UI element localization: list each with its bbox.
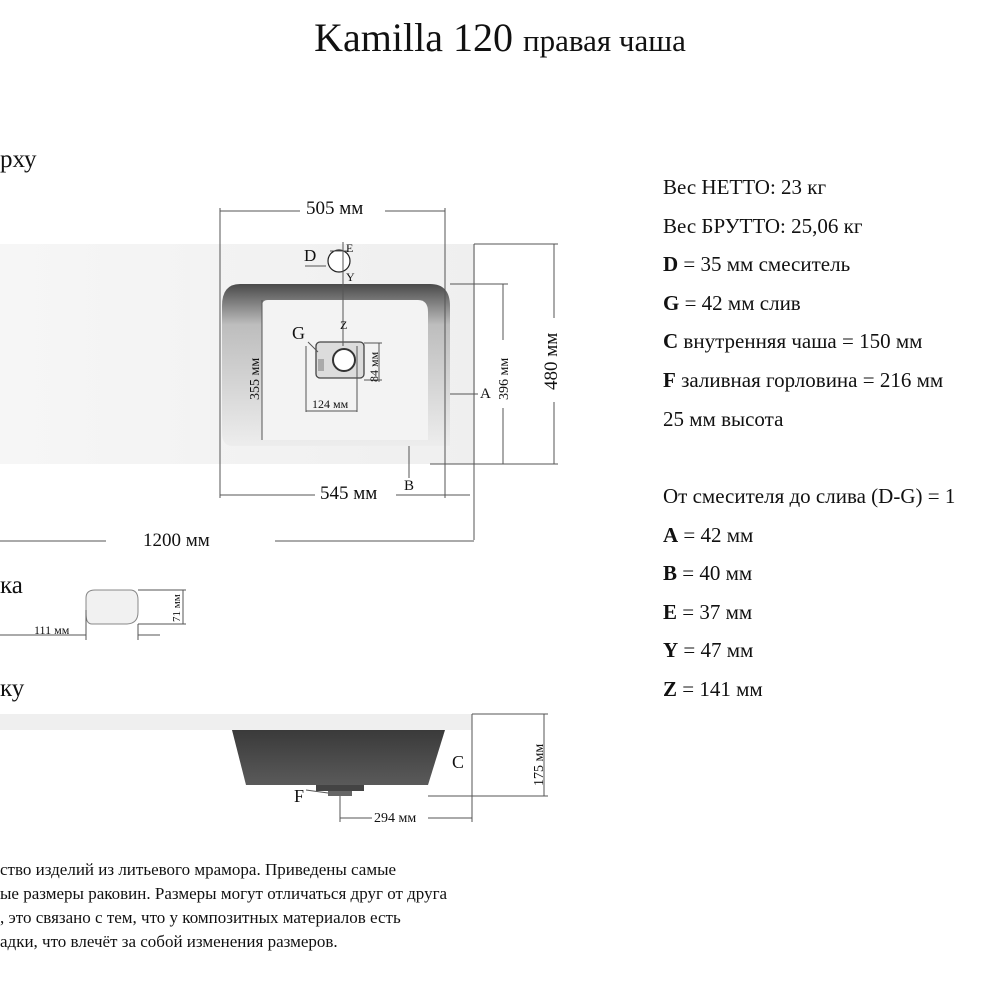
footnote-line: адки, что влечёт за собой изменения размеров. <box>0 932 338 951</box>
top-view <box>0 208 558 541</box>
label-F: F <box>294 786 305 806</box>
dim-111: 111 мм <box>34 623 70 637</box>
side-bowl <box>232 730 445 785</box>
drain-hole <box>333 349 355 371</box>
spec-B: B = 40 мм <box>663 561 753 585</box>
spec-G: G = 42 мм слив <box>663 291 801 315</box>
footnote-line: ство изделий из литьевого мрамора. Приведены самые <box>0 860 397 879</box>
spec-gross-weight: Вес БРУТТО: 25,06 кг <box>663 214 863 238</box>
side-slab <box>0 714 472 730</box>
spec-net-weight: Вес НЕТТО: 23 кг <box>663 175 827 199</box>
title-main: Kamilla 120 <box>314 15 514 60</box>
side-view <box>0 714 548 822</box>
label-G: G <box>292 323 305 343</box>
label-Y: Y <box>346 270 355 284</box>
label-E: E <box>346 241 354 255</box>
spec-Y: Y = 47 мм <box>663 638 754 662</box>
dim-1200: 1200 мм <box>143 530 210 551</box>
side-drain-pipe <box>328 791 352 796</box>
dim-480: 480 мм <box>541 332 562 390</box>
spec-E: E = 37 мм <box>663 600 753 624</box>
footnote-line: ые размеры раковин. Размеры могут отличаться друг от друга <box>0 884 448 903</box>
label-C: C <box>452 752 465 772</box>
spec-F: F заливная горловина = 216 мм <box>663 368 944 392</box>
label-Z: Z <box>340 318 348 332</box>
dim-124: 124 мм <box>312 397 349 411</box>
spec-C: C внутренняя чаша = 150 мм <box>663 329 923 353</box>
label-A: A <box>480 386 491 402</box>
spec-D-G: От смесителя до слива (D-G) = 1 <box>663 484 956 508</box>
dim-505: 505 мм <box>306 198 364 219</box>
label-D: D <box>304 246 317 265</box>
dim-84: 84 мм <box>367 351 381 382</box>
top-view-label: рху <box>0 146 37 173</box>
dim-545: 545 мм <box>320 483 378 504</box>
spec-Z: Z = 141 мм <box>663 677 763 701</box>
section-profile <box>86 590 138 624</box>
section-view-label: ка <box>0 572 23 599</box>
side-drain-neck <box>316 785 364 791</box>
dim-396: 396 мм <box>497 357 512 400</box>
dim-175: 175 мм <box>532 743 547 786</box>
side-view-label: ку <box>0 675 25 702</box>
spec-height: 25 мм высота <box>663 407 784 431</box>
label-B: B <box>404 478 415 494</box>
section-view <box>0 590 186 640</box>
overflow-slot <box>318 359 324 371</box>
dim-294: 294 мм <box>374 811 417 826</box>
dim-71: 71 мм <box>171 594 183 622</box>
spec-D: D = 35 мм смеситель <box>663 252 851 276</box>
spec-A: A = 42 мм <box>663 523 754 547</box>
dim-355: 355 мм <box>248 357 263 400</box>
footnote-line: , это связано с тем, что у композитных материалов есть <box>0 908 401 927</box>
title-sub: правая чаша <box>523 23 686 58</box>
